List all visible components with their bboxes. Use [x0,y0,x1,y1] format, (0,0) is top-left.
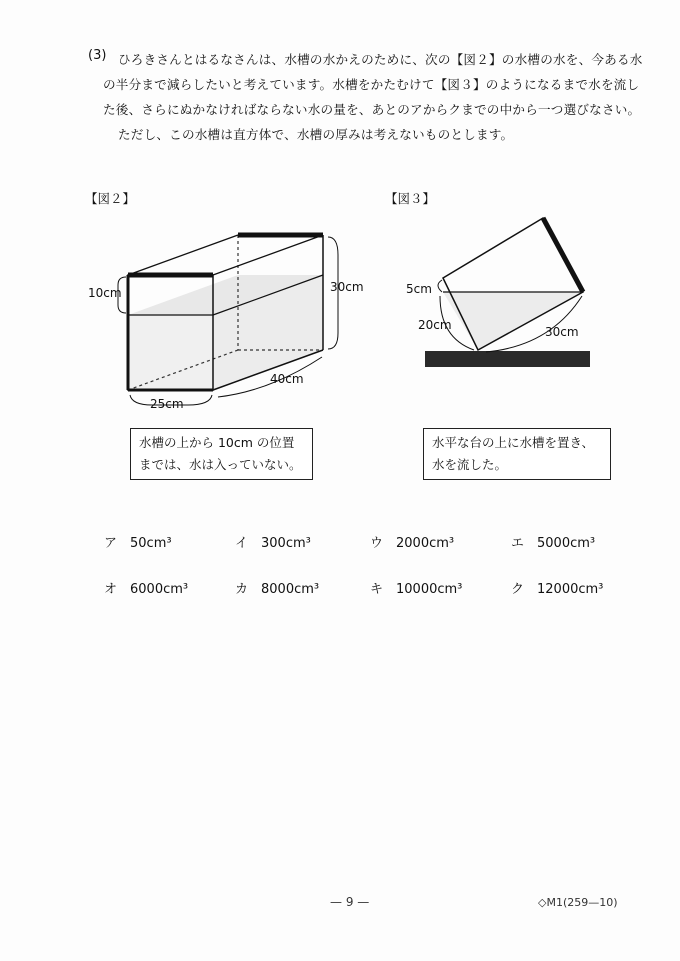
choice-ki[interactable] [370,578,462,597]
choice-letter: ウ [370,536,384,551]
choice-value: 10000cm³ [396,582,463,597]
horizontal-table [425,351,590,367]
question-line-1: ひろきさんとはるなさんは、水槽の水かえのために、次の【図２】の水槽の水を、今ある水 [118,52,643,67]
choice-value: 12000cm³ [537,582,604,597]
figure3-caption-line-1: 水平な台の上に水槽を置き、 [432,435,595,450]
choice-value: 300cm³ [261,536,311,551]
choice-o[interactable] [104,578,188,597]
dim-10cm: 10cm [88,286,122,300]
dim-25cm: 25cm [150,397,184,411]
dim-20cm: 20cm [418,318,452,332]
choice-value: 2000cm³ [396,536,455,551]
figure3-caption-line-2: 水を流した。 [432,457,508,472]
dim-30cm: 30cm [545,325,579,339]
choice-value: 6000cm³ [130,582,189,597]
figure2-label: 【図２】 [85,191,136,206]
top-left-edge [128,235,238,275]
question-line-2: の半分まで減らしたいと考えています。水槽をかたむけて【図３】のようになるまで水を流し [103,77,640,92]
dim-5cm: 5cm [406,282,432,296]
choice-u[interactable] [370,532,454,551]
choice-letter: エ [511,536,525,551]
question-line-4: ただし、この水槽は直方体で、水槽の厚みは考えないものとします。 [118,127,514,142]
top-right-edge [213,235,323,275]
figure2-diagram [80,215,370,415]
choice-ka[interactable] [235,578,319,597]
figure2-caption [130,428,313,480]
figure3-caption [423,428,611,480]
choice-ku[interactable] [511,578,603,597]
choice-a[interactable] [104,532,172,551]
dim-30cm: 30cm [330,280,364,294]
choice-e[interactable] [511,532,595,551]
choice-letter: カ [235,582,249,597]
choice-letter: ア [104,536,118,551]
choice-letter: キ [370,582,384,597]
figure2-caption-line-1: 水槽の上から 10cm の位置 [139,435,295,450]
page-number: — 9 — [330,895,370,909]
question-line-3: た後、さらにぬかなければならない水の量を、あとのアからクまでの中から一つ選びなさい。 [103,102,641,117]
exam-code: ◇M1(259—10) [538,896,618,909]
choice-letter: イ [235,536,249,551]
dim-40cm: 40cm [270,372,304,386]
arc-5cm [438,280,442,292]
choice-value: 8000cm³ [261,582,320,597]
choice-value: 50cm³ [130,536,172,551]
question-number: (3) [88,48,107,63]
choice-i[interactable] [235,532,311,551]
choice-letter: オ [104,582,118,597]
tilted-tank-rim [543,218,583,292]
figure3-label: 【図３】 [385,191,436,206]
figure3-diagram [400,210,600,380]
water-front [128,315,213,390]
figure2-caption-line-2: までは、水は入っていない。 [139,457,302,472]
choice-value: 5000cm³ [537,536,596,551]
choice-letter: ク [511,582,525,597]
